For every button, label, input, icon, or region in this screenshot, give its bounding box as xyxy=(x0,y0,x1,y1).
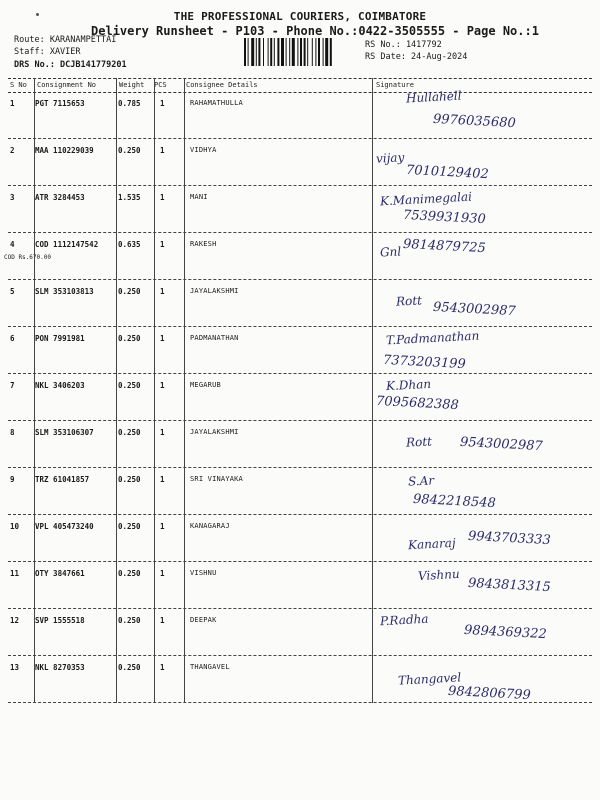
cell-consignment: NKL 3406203 xyxy=(35,381,85,390)
table-row xyxy=(8,421,592,468)
runsheet-title: Delivery Runsheet - P103 - Phone No.:0422-3505555 - Page No.:1 xyxy=(91,24,539,38)
staff-label: Staff: XAVIER xyxy=(14,47,81,57)
cell-pcs: 1 xyxy=(160,99,165,108)
cell-consignment: SVP 1555518 xyxy=(35,616,85,625)
handwritten-phone: 9843813315 xyxy=(467,575,552,596)
col-consignee-header: Consignee Details xyxy=(186,81,258,89)
cell-sno: 6 xyxy=(10,334,15,343)
table-row xyxy=(8,374,592,421)
column-divider xyxy=(116,78,117,703)
drs-number: DRS No.: DCJB141779201 xyxy=(14,60,127,70)
handwritten-phone: 7539931930 xyxy=(402,207,487,228)
cell-name: RAHAMATHULLA xyxy=(190,99,243,107)
signature-scrawl: T.Padmanathan xyxy=(385,328,480,348)
cell-sno: 9 xyxy=(10,475,15,484)
rs-number: RS No.: 1417792 xyxy=(365,40,442,50)
cell-weight: 0.250 xyxy=(118,146,141,155)
cell-name: VIDHYA xyxy=(190,146,217,154)
cell-name: VISHNU xyxy=(190,569,217,577)
table-row xyxy=(8,562,592,609)
cell-name: MANI xyxy=(190,193,208,201)
col-sno-header: S No xyxy=(10,81,27,89)
cell-weight: 0.250 xyxy=(118,569,141,578)
table-row xyxy=(8,327,592,374)
cell-consignment: ATR 3284453 xyxy=(35,193,85,202)
cell-sno: 4 xyxy=(10,240,15,249)
cell-sno: 11 xyxy=(10,569,20,578)
cell-weight: 0.250 xyxy=(118,287,141,296)
col-weight-header: Weight xyxy=(119,81,145,89)
signature-scrawl: Gnl xyxy=(379,244,402,260)
cell-consignment: COD 1112147542 xyxy=(35,240,99,249)
cell-consignment: VPL 405473240 xyxy=(35,522,94,531)
table-row xyxy=(8,139,592,186)
cell-sno: 5 xyxy=(10,287,15,296)
cell-consignment: MAA 110229039 xyxy=(35,146,94,155)
col-signature-header: Signature xyxy=(376,81,414,89)
cell-name: SRI VINAYAKA xyxy=(190,475,243,483)
cell-consignment: PON 7991981 xyxy=(35,334,85,343)
cell-pcs: 1 xyxy=(160,146,165,155)
cell-name: RAKESH xyxy=(190,240,217,248)
cell-consignment: TRZ 61041857 xyxy=(35,475,90,484)
cell-name: THANGAVEL xyxy=(190,663,230,671)
cell-pcs: 1 xyxy=(160,240,165,249)
cell-weight: 0.250 xyxy=(118,522,141,531)
cell-pcs: 1 xyxy=(160,522,165,531)
cell-pcs: 1 xyxy=(160,663,165,672)
cell-pcs: 1 xyxy=(160,334,165,343)
cell-weight: 0.250 xyxy=(118,334,141,343)
table-row xyxy=(8,468,592,515)
cell-sno: 10 xyxy=(10,522,20,531)
cell-weight: 0.635 xyxy=(118,240,141,249)
cell-sno: 3 xyxy=(10,193,15,202)
cell-sno: 12 xyxy=(10,616,20,625)
cell-sno: 13 xyxy=(10,663,20,672)
cell-consignment: PGT 7115653 xyxy=(35,99,85,108)
handwritten-phone: 9976035680 xyxy=(432,111,517,132)
signature-scrawl: Thangavel xyxy=(397,670,462,688)
column-divider xyxy=(372,78,373,703)
company-title: THE PROFESSIONAL COURIERS, COIMBATORE xyxy=(173,10,427,23)
cell-weight: 0.250 xyxy=(118,428,141,437)
cell-pcs: 1 xyxy=(160,428,165,437)
cell-weight: 0.250 xyxy=(118,616,141,625)
column-divider xyxy=(154,78,155,703)
cell-consignment: NKL 8270353 xyxy=(35,663,85,672)
cell-name: PADMANATHAN xyxy=(190,334,239,342)
cell-sno: 7 xyxy=(10,381,15,390)
table-row xyxy=(8,280,592,327)
cell-consignment: OTY 3847661 xyxy=(35,569,85,578)
cell-name: JAYALAKSHMI xyxy=(190,428,239,436)
cell-sno: 1 xyxy=(10,99,15,108)
column-divider xyxy=(34,78,35,703)
col-consignment-header: Consignment No xyxy=(37,81,97,89)
cell-sno: 8 xyxy=(10,428,15,437)
cell-pcs: 1 xyxy=(160,381,165,390)
cell-name: DEEPAK xyxy=(190,616,217,624)
handwritten-phone: 9543002987 xyxy=(459,434,544,455)
cell-weight: 0.250 xyxy=(118,663,141,672)
cell-pcs: 1 xyxy=(160,475,165,484)
signature-scrawl: K.Manimegalai xyxy=(379,189,473,209)
cell-consignment: SLM 353103813 xyxy=(35,287,94,296)
signature-scrawl: K.Dhan xyxy=(385,376,432,394)
signature-scrawl: Kanaraj xyxy=(407,535,456,553)
cell-weight: 0.250 xyxy=(118,475,141,484)
handwritten-phone: 9943703333 xyxy=(467,528,552,549)
cell-pcs: 1 xyxy=(160,616,165,625)
signature-scrawl: Vishnu xyxy=(417,566,460,584)
cell-pcs: 1 xyxy=(160,287,165,296)
table-row xyxy=(8,515,592,562)
column-divider xyxy=(184,78,185,703)
cell-weight: 1.535 xyxy=(118,193,141,202)
handwritten-phone: 9814879725 xyxy=(402,236,487,257)
table-row xyxy=(8,609,592,656)
route-label: Route: KARANAMPETTAI xyxy=(14,35,117,45)
cell-pcs: 1 xyxy=(160,569,165,578)
col-pcs-header: PCS xyxy=(154,81,167,89)
handwritten-phone: 7373203199 xyxy=(382,352,467,373)
handwritten-phone: 7095682388 xyxy=(375,393,460,414)
signature-scrawl: Rott xyxy=(405,434,433,450)
signature-scrawl: Hullahell xyxy=(405,88,462,106)
handwritten-phone: 9543002987 xyxy=(432,299,517,320)
signature-scrawl: Rott xyxy=(395,293,423,309)
handwritten-phone: 9842218548 xyxy=(412,491,497,512)
cell-name: MEGARUB xyxy=(190,381,221,389)
table-row xyxy=(8,656,592,703)
signature-scrawl: S.Ar xyxy=(407,473,435,489)
cod-amount: COD Rs.670.00 xyxy=(4,254,51,261)
cell-sno: 2 xyxy=(10,146,15,155)
table-header xyxy=(8,78,592,93)
handwritten-phone: 7010129402 xyxy=(405,162,490,183)
table-row xyxy=(8,186,592,233)
handwritten-phone: 9894369322 xyxy=(463,622,548,643)
row-divider xyxy=(8,702,592,703)
signature-scrawl: vijay xyxy=(375,150,405,166)
cell-name: KANAGARAJ xyxy=(190,522,230,530)
signature-scrawl: P.Radha xyxy=(379,611,429,629)
barcode xyxy=(244,38,356,66)
table-row xyxy=(4,233,592,280)
cell-name: JAYALAKSHMI xyxy=(190,287,239,295)
table-row xyxy=(8,88,592,139)
rs-date: RS Date: 24-Aug-2024 xyxy=(365,52,468,62)
cell-weight: 0.250 xyxy=(118,381,141,390)
cell-weight: 0.785 xyxy=(118,99,141,108)
cell-pcs: 1 xyxy=(160,193,165,202)
handwritten-phone: 9842806799 xyxy=(447,683,532,704)
cell-consignment: SLM 353106307 xyxy=(35,428,94,437)
